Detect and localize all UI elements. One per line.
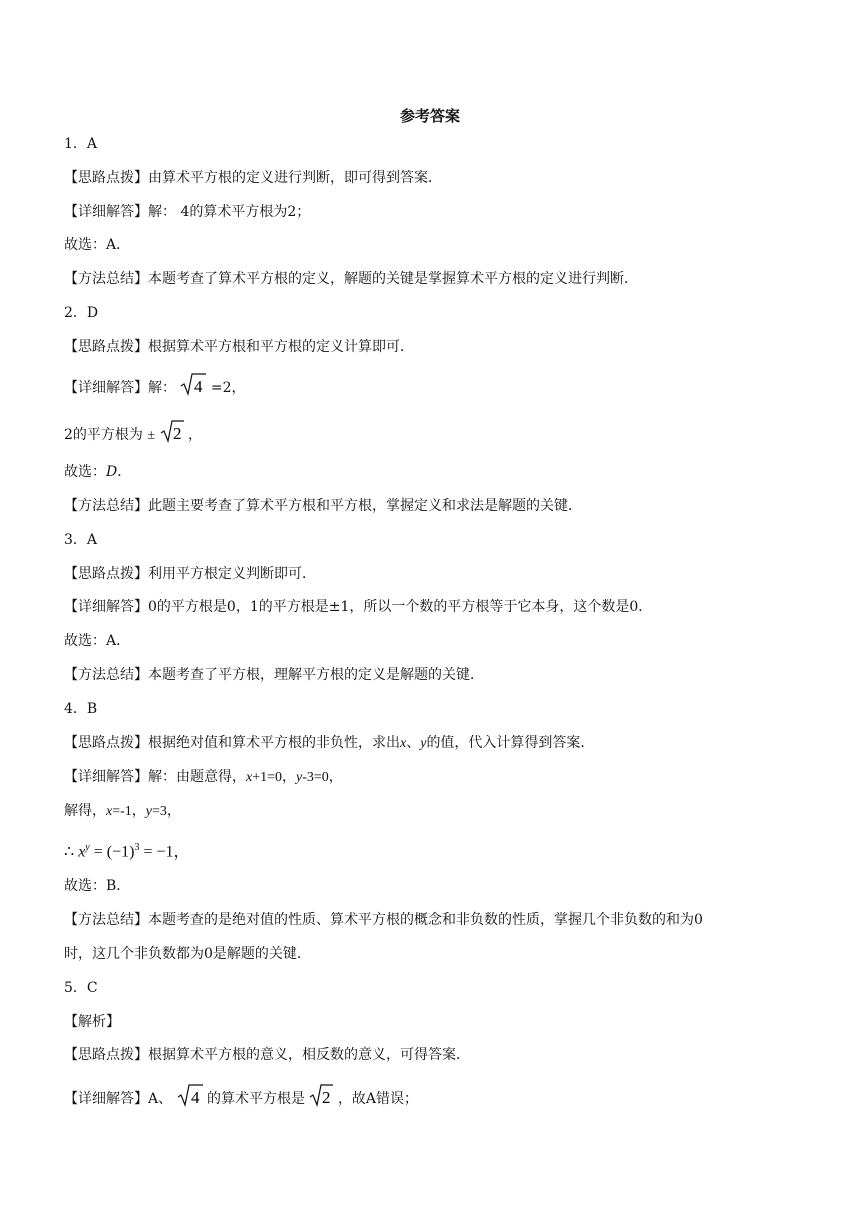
q4-detail-c: -3=0， bbox=[302, 770, 343, 785]
var-y: y bbox=[420, 736, 427, 751]
q4-equation bbox=[64, 838, 190, 862]
q4-choice: 故选：B． bbox=[64, 878, 131, 894]
sqrt-2-radicand: 2 bbox=[172, 424, 182, 443]
eq-exponent-3: 3 bbox=[134, 842, 140, 853]
q2-line2-suffix: ， bbox=[187, 427, 202, 443]
sqrt-4-radicand: 4 bbox=[190, 1088, 200, 1107]
therefore-symbol: ∴ bbox=[64, 843, 75, 861]
plus-minus-sign: ± bbox=[147, 428, 156, 443]
sqrt-4-expression bbox=[180, 372, 206, 403]
sqrt-2-radicand: 2 bbox=[322, 1088, 331, 1107]
q4-hint-a: 【思路点拨】根据绝对值和算术平方根的非负性，求出 bbox=[64, 735, 400, 751]
q4-solve-b: =-1， bbox=[112, 804, 146, 819]
q4-header: 4．B bbox=[64, 701, 98, 717]
q2-choice-letter: D bbox=[106, 464, 118, 480]
q4-summary-2: 时，这几个非负数都为0是解题的关键． bbox=[64, 946, 311, 962]
q2-detail-prefix: 【详细解答】解： bbox=[64, 380, 176, 396]
q3-hint: 【思路点拨】利用平方根定义判断即可． bbox=[64, 566, 316, 582]
q3-choice: 故选：A． bbox=[64, 633, 131, 649]
q4-solve-c: =3， bbox=[152, 804, 181, 819]
q5-header: 5．C bbox=[64, 980, 98, 996]
q2-summary: 【方法总结】此题主要考查了算术平方根和平方根，掌握定义和求法是解题的关键． bbox=[64, 498, 582, 514]
q5-detail-mid: 的算术平方根是 bbox=[207, 1091, 306, 1107]
q2-choice-suffix: ． bbox=[117, 464, 132, 480]
q4-solve bbox=[64, 801, 181, 822]
q1-header: 1．A bbox=[64, 136, 98, 152]
eq-base: x bbox=[78, 843, 86, 861]
radical-sign-icon bbox=[160, 419, 184, 443]
eq-exponent: y bbox=[85, 842, 90, 853]
q4-hint-b: 的值，代入计算得到答案． bbox=[426, 735, 595, 751]
q4-hint-sep: 、 bbox=[406, 735, 421, 751]
q2-header: 2．D bbox=[64, 305, 99, 321]
q4-hint bbox=[64, 733, 594, 754]
q2-choice-prefix: 故选： bbox=[64, 464, 106, 480]
eq-result: = −1， bbox=[139, 843, 190, 861]
q5-detail-suffix: ，故A错误； bbox=[337, 1091, 419, 1107]
q3-detail: 【详细解答】0的平方根是0，1的平方根是±1，所以一个数的平方根等于它本身，这个数是0． bbox=[64, 599, 653, 615]
q3-summary: 【方法总结】本题考查了平方根，理解平方根的定义是解题的关键． bbox=[64, 667, 484, 683]
var-x: x bbox=[246, 770, 253, 785]
var-x: x bbox=[400, 736, 407, 751]
q1-hint: 【思路点拨】由算术平方根的定义进行判断，即可得到答案． bbox=[64, 170, 442, 186]
q2-detail-suffix: =2， bbox=[210, 380, 246, 396]
q1-summary: 【方法总结】本题考查了算术平方根的定义，解题的关键是掌握算术平方根的定义进行判断． bbox=[64, 271, 638, 287]
sqrt-2-expression bbox=[160, 419, 184, 450]
var-y: y bbox=[296, 770, 303, 785]
q2-detail bbox=[64, 372, 246, 403]
sqrt-2-expression bbox=[309, 1083, 333, 1114]
var-y: y bbox=[145, 804, 152, 819]
q3-header: 3．A bbox=[64, 532, 98, 548]
q4-detail bbox=[64, 767, 343, 788]
q2-line2 bbox=[64, 419, 202, 450]
q4-solve-a: 解得， bbox=[64, 803, 106, 819]
q4-detail-b: +1=0， bbox=[252, 770, 297, 785]
q5-hint: 【思路点拨】根据算术平方根的意义，相反数的意义，可得答案． bbox=[64, 1047, 470, 1063]
eq-middle: = (−1) bbox=[93, 843, 135, 861]
q1-detail: 【详细解答】解： 4的算术平方根为2； bbox=[64, 204, 311, 220]
q2-line2-prefix: 2的平方根为 bbox=[64, 427, 143, 443]
q5-detail bbox=[64, 1083, 418, 1114]
page-title: 参考答案 bbox=[399, 107, 460, 125]
q5-detail-prefix: 【详细解答】A、 bbox=[64, 1091, 173, 1107]
q4-summary-1: 【方法总结】本题考查的是绝对值的性质、算术平方根的概念和非负数的性质，掌握几个非负数的和为0 bbox=[64, 912, 703, 928]
q5-analysis: 【解析】 bbox=[64, 1014, 120, 1030]
radical-sign-icon bbox=[309, 1083, 333, 1107]
sqrt-4-expression bbox=[177, 1083, 203, 1114]
radical-sign-icon bbox=[180, 372, 206, 396]
var-x: x bbox=[106, 804, 113, 819]
q4-detail-a: 【详细解答】解：由题意得， bbox=[64, 769, 246, 785]
q1-choice: 故选：A． bbox=[64, 237, 131, 253]
q2-hint: 【思路点拨】根据算术平方根和平方根的定义计算即可． bbox=[64, 339, 414, 355]
radical-sign-icon bbox=[177, 1083, 203, 1107]
q2-choice bbox=[64, 462, 131, 482]
sqrt-4-radicand: 4 bbox=[194, 377, 203, 396]
